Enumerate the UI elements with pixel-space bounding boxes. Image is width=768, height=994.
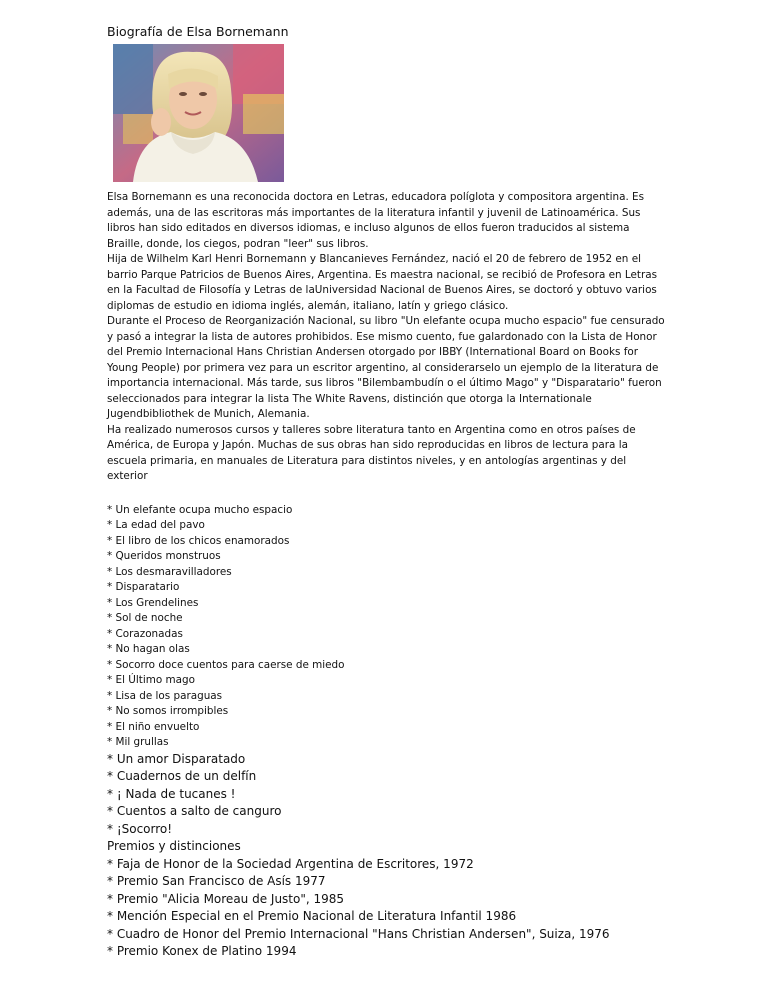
list-item: * ¡Socorro! [107, 821, 173, 836]
list-item: * Disparatario [107, 581, 180, 593]
list-item: * Corazonadas [107, 627, 183, 640]
list-item: * Mil grullas [107, 736, 169, 748]
document-page [107, 24, 667, 961]
list-item: * La edad del pavo [107, 519, 205, 531]
list-item: * El Último mago [107, 674, 195, 686]
list-item: * Cuentos a salto de canguro [107, 804, 282, 818]
list-item: * Lisa de los paraguas [107, 689, 223, 702]
list-item: * El niño envuelto [107, 720, 200, 733]
list-item: * Socorro doce cuentos para caerse de miedo [107, 658, 345, 671]
list-item: * Premio Konex de Platino 1994 [107, 944, 297, 958]
list-item: * Los desmaravilladores [107, 565, 232, 578]
awards-heading: Premios y distinciones [107, 839, 241, 853]
list-item: * Queridos monstruos [107, 550, 221, 562]
list-item: * Sol de noche [107, 612, 183, 624]
awards-list [107, 856, 667, 961]
list-item: * ¡ Nada de tucanes ! [107, 786, 236, 801]
bio-paragraph: Durante el Proceso de Reorganización Nacional, su libro "Un elefante ocupa mucho espacio" fue censurado y pasó a integrar la lista de autores prohibidos. Ese mismo cuento, fue galardonado con la Lista de Honor del Premio Internacional Hans Christian Andersen otorgado por IBBY (International Board on Books for Young People) por primera vez para un escritor argentino, al considerarselo un ejemplo de la literatura de importancia internacional. Más tarde, sus libros "Bilembambudín o el último Mago" y "Disparatario" fueron seleccionados para integrar la lista The White Ravens, distinción que otorga la Internationale Jugendbibliothek de Munich, Alemania. [107, 315, 665, 420]
works-list [107, 503, 667, 751]
list-item: * Faja de Honor de la Sociedad Argentina de Escritores, 1972 [107, 856, 474, 871]
works-list-continued [107, 751, 667, 839]
document-title: Biografía de Elsa Bornemann [107, 24, 289, 39]
list-item: * No somos irrompibles [107, 705, 229, 717]
portrait-photo-icon [113, 44, 284, 182]
list-item: * Cuadro de Honor del Premio Internacional "Hans Christian Andersen", Suiza, 1976 [107, 926, 610, 941]
author-photo [113, 44, 284, 182]
list-item: * Un elefante ocupa mucho espacio [107, 503, 293, 516]
spacer [107, 485, 667, 503]
list-item: * Un amor Disparatado [107, 751, 246, 766]
list-item: * Mención Especial en el Premio Nacional de Literatura Infantil 1986 [107, 909, 517, 923]
list-item: * Premio San Francisco de Asís 1977 [107, 874, 326, 888]
list-item: * No hagan olas [107, 643, 190, 655]
bio-paragraph: Ha realizado numerosos cursos y talleres sobre literatura tanto en Argentina como en otros países de América, de Europa y Japón. Muchas de sus obras han sido reproducidas en libros de lectura para la escuela primaria, en manuales de Literatura para distintos niveles, y en antologías argentinas y del exterior [107, 423, 636, 482]
list-item: * Cuadernos de un delfín [107, 769, 257, 783]
bio-paragraph: Elsa Bornemann es una reconocida doctora en Letras, educadora políglota y compositora argentina. Es además, una de las escritoras más importantes de la literatura infantil y juvenil de Latinoamérica. Sus libros han sido editados en diversos idiomas, e incluso algunos de ellos fueron traducidos al sistema Braille, donde, los ciegos, podran "leer" sus libros. [107, 191, 645, 250]
list-item: * Premio "Alicia Moreau de Justo", 1985 [107, 891, 345, 906]
list-item: * Los Grendelines [107, 596, 199, 609]
list-item: * El libro de los chicos enamorados [107, 534, 290, 547]
bio-paragraph: Hija de Wilhelm Karl Henri Bornemann y Blancanieves Fernández, nació el 20 de febrero de 1952 en el barrio Parque Patricios de Buenos Aires, Argentina. Es maestra nacional, se recibió de Profesora en Letras en la Facultad de Filosofía y Letras de laUniversidad Nacional de Buenos Aires, se doctoró y obtuvo varios diplomas de estudio en idioma inglés, alemán, italiano, latín y griego clásico. [107, 253, 658, 312]
